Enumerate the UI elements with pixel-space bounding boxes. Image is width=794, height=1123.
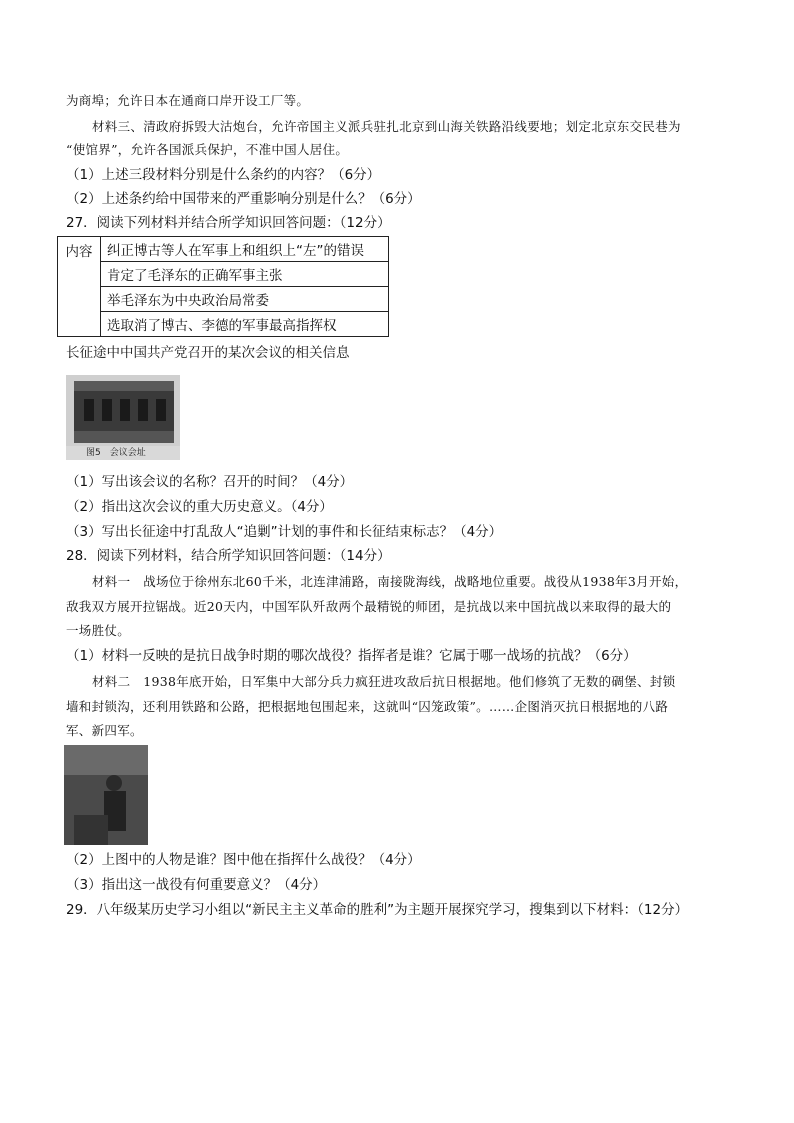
meeting-info-caption: 长征途中中国共产党召开的某次会议的相关信息 [66,345,350,361]
material-three-line-1: 材料三、清政府拆毁大沽炮台，允许帝国主义派兵驻扎北京到山海关铁路沿线要地；划定北京东交民巷为 [92,119,681,134]
question-28-title: 28．阅读下列材料，结合所学知识回答问题：（14分） [66,548,391,564]
question-27-title: 27．阅读下列材料并结合所学知识回答问题：（12分） [66,215,391,231]
question-27-2: （2）指出这次会议的重大历史意义。（4分） [66,499,333,515]
material-three-line-2: “使馆界”，允许各国派兵保护，不准中国人居住。 [66,142,349,157]
material-one-line-1: 材料一 战场位于徐州东北60千米，北连津浦路，南接陇海线，战略地位重要。战役从1938年3月开始， [92,574,688,589]
material-two-end: 为商埠；允许日本在通商口岸开设工厂等。 [66,93,310,108]
table-header-content: 内容 [58,237,101,337]
figure-5-caption: 图5 会议会址 [66,446,180,460]
question-27-3: （3）写出长征途中打乱敌人“追剿”计划的事件和长征结束标志？（4分） [66,524,503,540]
table-row: 举毛泽东为中央政治局常委 [101,287,389,312]
meeting-info-table [57,236,389,337]
material-two-line-1: 材料二 1938年底开始，日军集中大部分兵力疯狂进攻敌后抗日根据地。他们修筑了无数的碉堡、封锁 [92,674,676,689]
person-image [64,745,148,845]
material-one-line-3: 一场胜仗。 [66,623,131,638]
question-28-1: （1）材料一反映的是抗日战争时期的哪次战役？指挥者是谁？它属于哪一战场的抗战？（6分） [66,648,637,664]
commander-photo [64,745,148,845]
question-29-title: 29．八年级某历史学习小组以“新民主主义革命的胜利”为主题开展探究学习，搜集到以下材料：（12分） [66,902,689,918]
question-28-2: （2）上图中的人物是谁？图中他在指挥什么战役？（4分） [66,852,421,868]
table-row: 纠正博古等人在军事上和组织上“左”的错误 [101,237,389,262]
material-two-line-2: 墙和封锁沟，还利用铁路和公路，把根据地包围起来，这就叫“囚笼政策”。……企图消灭抗日根据地的八路 [66,699,669,714]
question-28-3: （3）指出这一战役有何重要意义？（4分） [66,877,327,893]
building-image [66,375,180,446]
material-two-line-3: 军、新四军。 [66,723,143,738]
table-row: 选取消了博古、李德的军事最高指挥权 [101,312,389,337]
question-26-1: （1）上述三段材料分别是什么条约的内容？（6分） [66,167,381,183]
question-26-2: （2）上述条约给中国带来的严重影响分别是什么？（6分） [66,191,421,207]
table-row: 肯定了毛泽东的正确军事主张 [101,262,389,287]
meeting-site-photo [66,375,180,460]
question-27-1: （1）写出该会议的名称？召开的时间？（4分） [66,474,354,490]
material-one-line-2: 敌我双方展开拉锯战。近20天内，中国军队歼敌两个最精锐的师团，是抗战以来中国抗战以来取得的最大的 [66,599,672,614]
